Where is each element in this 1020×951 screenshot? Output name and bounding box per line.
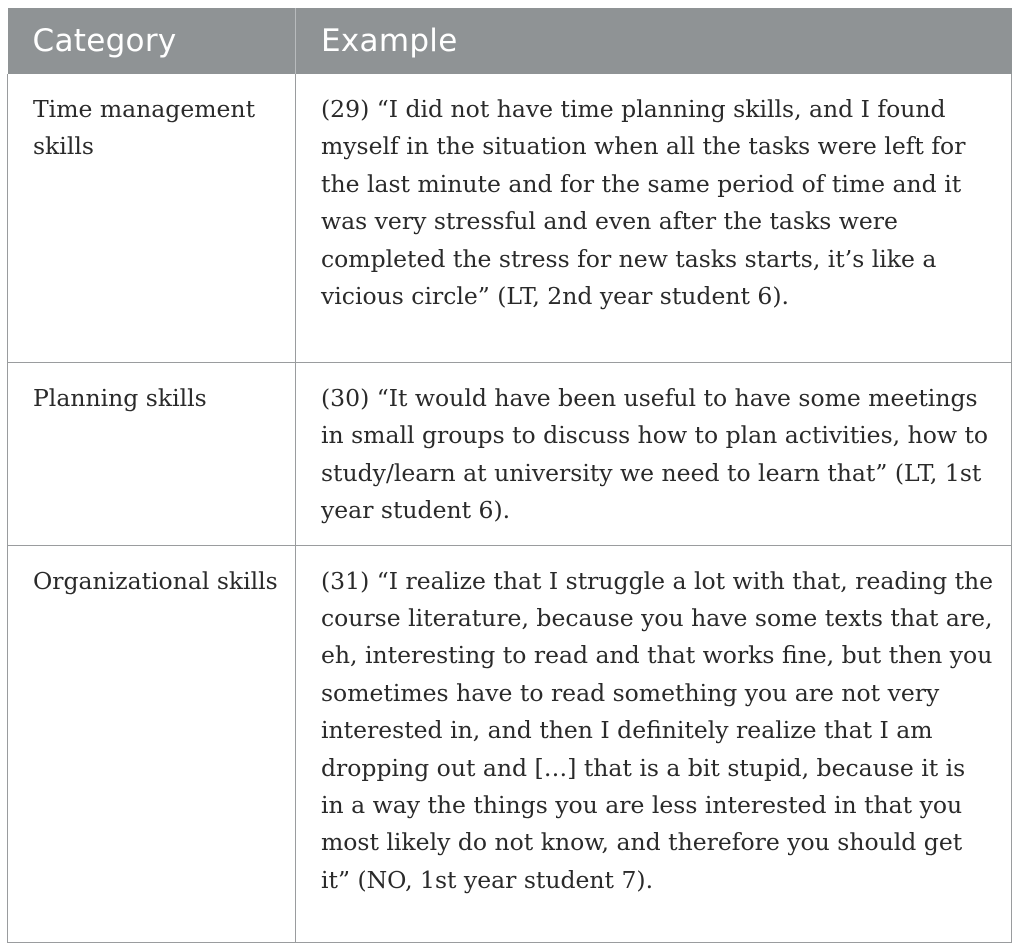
category-cell: Time management skills <box>8 74 296 363</box>
category-cell: Planning skills <box>8 363 296 546</box>
example-cell: (30) “It would have been useful to have some meetings in small groups to discuss how to plan activities, how to study/learn at university we need to learn that” (LT, 1st year student 6). <box>296 363 1012 546</box>
table-row <box>8 363 1012 546</box>
table-header-row <box>8 8 1012 74</box>
header-example: Example <box>296 8 1012 74</box>
table-row <box>8 545 1012 942</box>
header-category: Category <box>8 8 296 74</box>
example-cell: (29) “I did not have time planning skills, and I found myself in the situation when all the tasks were left for the last minute and for the same period of time and it was very stressful and even after the tasks were completed the stress for new tasks starts, it’s like a vicious circle” (LT, 2nd year student 6). <box>296 74 1012 363</box>
category-example-table <box>7 8 1012 943</box>
table-row <box>8 74 1012 363</box>
example-cell: (31) “I realize that I struggle a lot with that, reading the course literature, because you have some texts that are, eh, interesting to read and that works fine, but then you sometimes have to read something you are not very interested in, and then I definitely realize that I am dropping out and […] that is a bit stupid, because it is in a way the things you are less interested in that you most likely do not know, and therefore you should get it” (NO, 1st year student 7). <box>296 545 1012 942</box>
category-cell: Organizational skills <box>8 545 296 942</box>
